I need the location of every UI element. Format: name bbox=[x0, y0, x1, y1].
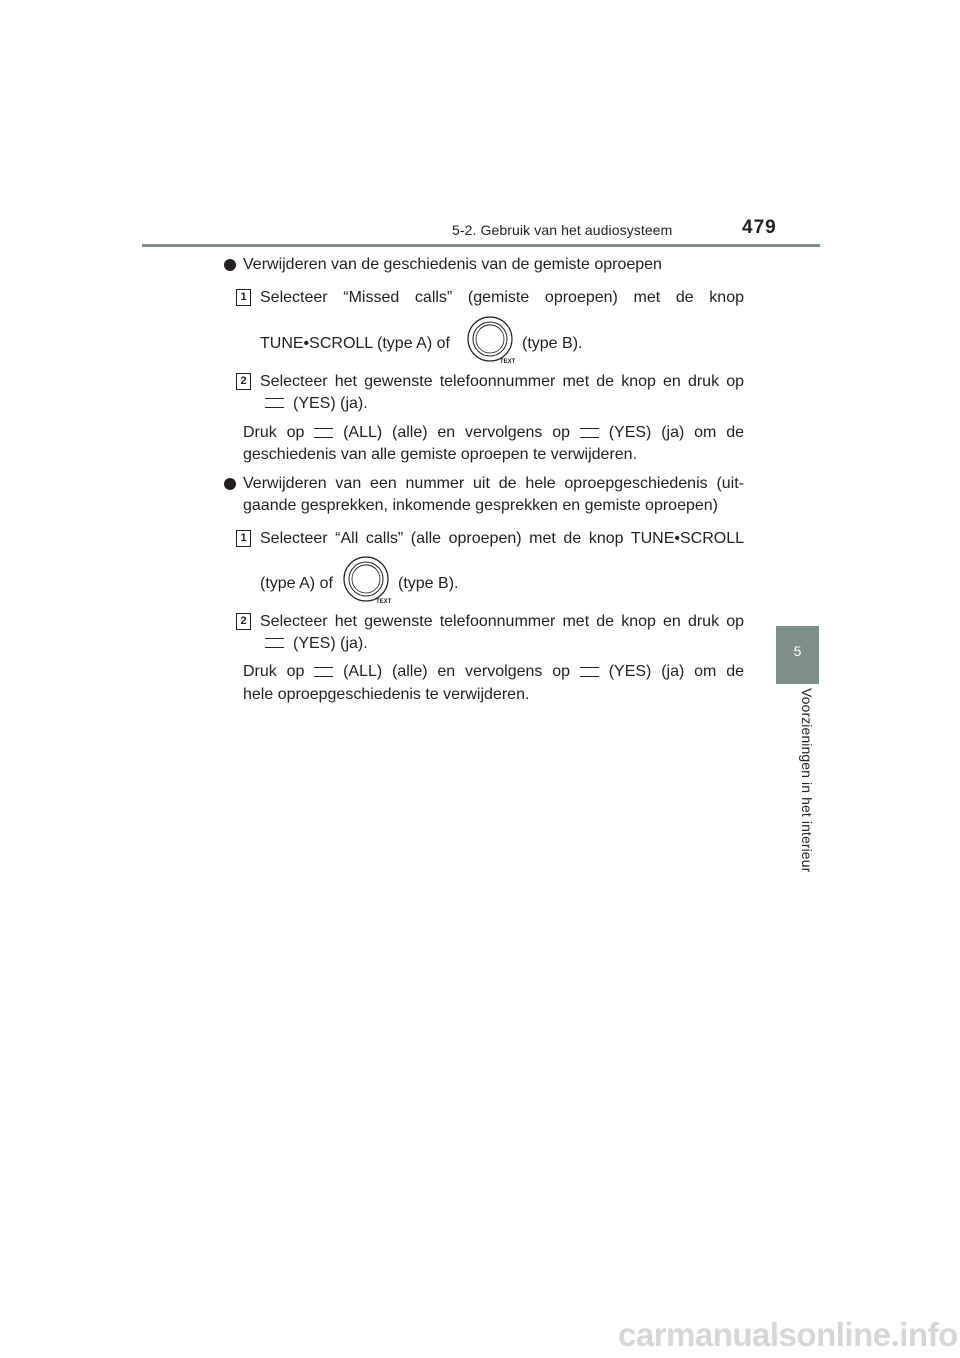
step-text-post: (type B). bbox=[398, 575, 459, 592]
note-word: (ja) bbox=[661, 663, 685, 680]
note-word: om bbox=[694, 663, 717, 680]
soft-button-icon bbox=[580, 667, 599, 677]
step-text: Selecteer het gewenste telefoonnummer met de knop en druk op bbox=[260, 613, 744, 630]
section-header: 5-2. Gebruik van het audiosysteem bbox=[452, 222, 673, 238]
note-word: (alle) bbox=[392, 663, 428, 680]
note-word: en bbox=[437, 424, 456, 441]
note-word: Druk bbox=[243, 663, 277, 680]
note-word: (ALL) bbox=[343, 424, 383, 441]
note-word: op bbox=[286, 663, 305, 680]
note-line: hele oproepgeschiedenis te verwijderen. bbox=[243, 686, 530, 703]
bullet-icon bbox=[224, 478, 236, 490]
note-word: de bbox=[726, 424, 744, 441]
step-text-post: (type B). bbox=[522, 335, 583, 352]
chapter-number: 5 bbox=[793, 643, 802, 659]
step-text-pre: (type A) of bbox=[260, 575, 333, 592]
soft-button-icon bbox=[580, 428, 599, 438]
note-word: vervolgens bbox=[465, 663, 543, 680]
note-line: geschiedenis van alle gemiste oproepen te verwijderen. bbox=[243, 446, 638, 463]
step-text-line bbox=[260, 574, 333, 594]
step-number-badge: 1 bbox=[236, 289, 251, 306]
watermark: carmanualsonline.info bbox=[618, 1316, 958, 1353]
step-text: (YES) (ja). bbox=[293, 395, 368, 412]
step-text-line bbox=[260, 334, 450, 354]
step-number-badge: 1 bbox=[236, 530, 251, 547]
step-text: Selecteer “All calls” (alle oproepen) met de knop TUNE•SCROLL bbox=[260, 530, 744, 547]
step-text: (YES) (ja). bbox=[293, 635, 368, 652]
note-word: en bbox=[437, 663, 456, 680]
note-word: op bbox=[552, 424, 571, 441]
note-word: vervolgens bbox=[465, 424, 543, 441]
note-word: (YES) bbox=[608, 424, 652, 441]
soft-button-icon bbox=[314, 428, 333, 438]
note-word: (alle) bbox=[392, 424, 428, 441]
soft-button-icon bbox=[314, 667, 333, 677]
knob-label: TEXT bbox=[500, 359, 516, 365]
note-line bbox=[243, 423, 744, 443]
tune-scroll-knob-icon bbox=[466, 316, 518, 366]
note-word: (ALL) bbox=[343, 663, 383, 680]
header-rule bbox=[142, 244, 820, 247]
note-word: Druk bbox=[243, 424, 277, 441]
note-word: op bbox=[286, 424, 305, 441]
bullet-icon bbox=[224, 259, 236, 271]
note-line bbox=[243, 662, 744, 682]
note-word: de bbox=[726, 663, 744, 680]
step-number-badge: 2 bbox=[236, 613, 251, 630]
chapter-side-label: Voorzieningen in het interieur bbox=[799, 688, 815, 873]
knob-label: TEXT bbox=[376, 599, 392, 605]
page-number: 479 bbox=[742, 217, 777, 238]
chapter-tab bbox=[776, 626, 819, 684]
note-word: op bbox=[552, 663, 571, 680]
step-number-badge: 2 bbox=[236, 373, 251, 390]
step-text: Selecteer “Missed calls” (gemiste oproepen) met de knop bbox=[260, 289, 744, 306]
soft-button-icon bbox=[265, 398, 284, 408]
bullet-heading: Verwijderen van een nummer uit de hele oproepgeschiedenis (uit- bbox=[243, 475, 744, 492]
tune-scroll-knob-icon bbox=[342, 556, 394, 606]
bullet-heading: gaande gesprekken, inkomende gesprekken en gemiste oproepen) bbox=[243, 497, 718, 514]
note-word: (ja) bbox=[661, 424, 685, 441]
bullet-heading: Verwijderen van de geschiedenis van de gemiste oproepen bbox=[243, 256, 662, 273]
note-word: om bbox=[694, 424, 717, 441]
step-text-pre: TUNE•SCROLL (type A) of bbox=[260, 335, 450, 352]
step-text: Selecteer het gewenste telefoonnummer met de knop en druk op bbox=[260, 373, 744, 390]
soft-button-icon bbox=[265, 638, 284, 648]
note-word: (YES) bbox=[608, 663, 652, 680]
